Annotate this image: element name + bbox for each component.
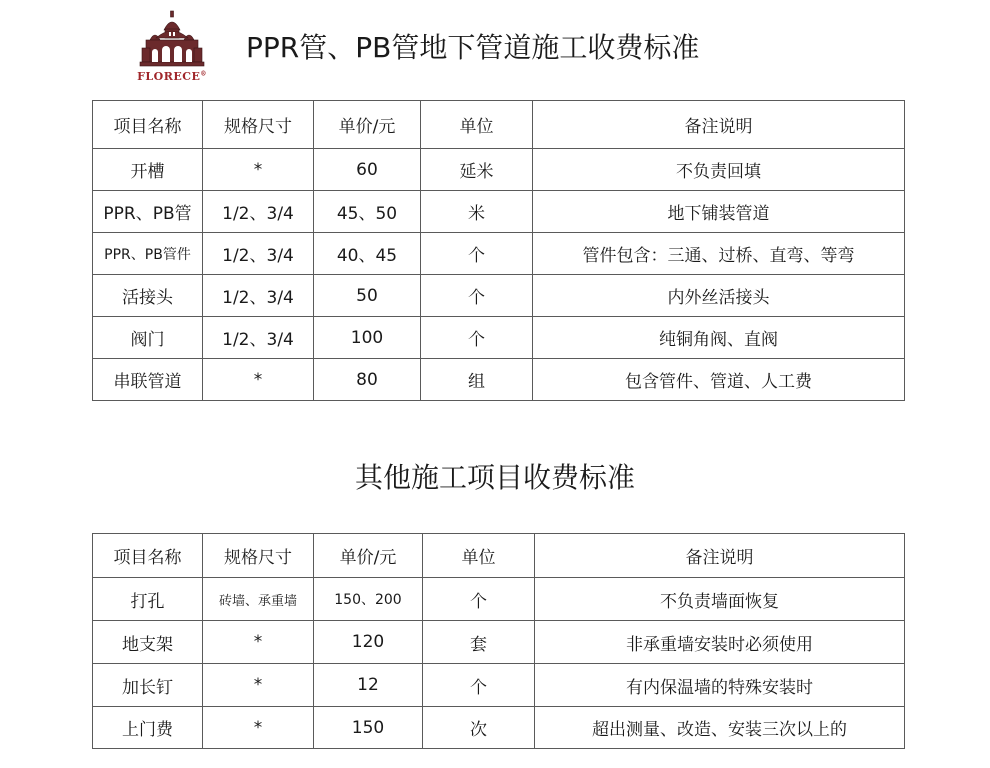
table-cell: 管件包含：三通、过桥、直弯、等弯 <box>533 233 905 275</box>
table-cell: 不负责回填 <box>533 149 905 191</box>
table-row <box>93 149 905 191</box>
table-cell: 开槽 <box>93 149 203 191</box>
page-title: PPR管、PB管地下管道施工收费标准 <box>246 31 700 64</box>
table-cell: 80 <box>314 359 421 401</box>
table-cell: 活接头 <box>93 275 203 317</box>
table-cell: 150 <box>314 707 423 749</box>
table-row <box>93 578 905 621</box>
table-cell: 120 <box>314 621 423 664</box>
table-row <box>93 359 905 401</box>
table-cell: 50 <box>314 275 421 317</box>
column-header: 单价/元 <box>314 101 421 149</box>
table-header-row <box>93 534 905 578</box>
table-row <box>93 275 905 317</box>
table-cell: 组 <box>421 359 533 401</box>
table-cell: * <box>203 621 314 664</box>
table-cell: 地支架 <box>93 621 203 664</box>
table-row <box>93 317 905 359</box>
table-cell: * <box>203 707 314 749</box>
brand-logo <box>136 10 208 86</box>
table-cell: 60 <box>314 149 421 191</box>
column-header: 规格尺寸 <box>203 534 314 578</box>
column-header: 项目名称 <box>93 534 203 578</box>
table-cell: 纯铜角阀、直阀 <box>533 317 905 359</box>
table-cell: 个 <box>423 578 535 621</box>
table-cell: PPR、PB管件 <box>93 233 203 275</box>
column-header: 备注说明 <box>533 101 905 149</box>
table-cell: 延米 <box>421 149 533 191</box>
table-cell: 打孔 <box>93 578 203 621</box>
table-cell: 1/2、3/4 <box>203 275 314 317</box>
table-cell: 40、45 <box>314 233 421 275</box>
table-row <box>93 664 905 707</box>
table-cell: 个 <box>421 233 533 275</box>
table-cell: 个 <box>423 664 535 707</box>
other-fee-table <box>92 533 905 749</box>
brand-name: FLORECE® <box>137 70 207 83</box>
table-cell: * <box>203 664 314 707</box>
table-cell: 上门费 <box>93 707 203 749</box>
section-title: 其他施工项目收费标准 <box>354 461 635 494</box>
table-cell: 串联管道 <box>93 359 203 401</box>
table-cell: 阀门 <box>93 317 203 359</box>
table-cell: PPR、PB管 <box>93 191 203 233</box>
table-cell: 150、200 <box>314 578 423 621</box>
table-cell: 加长钉 <box>93 664 203 707</box>
table-cell: 次 <box>423 707 535 749</box>
table-cell: 1/2、3/4 <box>203 317 314 359</box>
table-cell: * <box>203 149 314 191</box>
table-cell: 个 <box>421 275 533 317</box>
column-header: 备注说明 <box>535 534 905 578</box>
table-cell: 不负责墙面恢复 <box>535 578 905 621</box>
pipe-fee-table <box>92 100 905 401</box>
table-cell: 1/2、3/4 <box>203 233 314 275</box>
table-cell: 超出测量、改造、安装三次以上的 <box>535 707 905 749</box>
table-cell: 砖墙、承重墙 <box>203 578 314 621</box>
table-cell: 个 <box>421 317 533 359</box>
table-cell: 12 <box>314 664 423 707</box>
table-cell: * <box>203 359 314 401</box>
table-cell: 1/2、3/4 <box>203 191 314 233</box>
column-header: 项目名称 <box>93 101 203 149</box>
table-cell: 非承重墙安装时必须使用 <box>535 621 905 664</box>
table-cell: 米 <box>421 191 533 233</box>
table-header-row <box>93 101 905 149</box>
table-cell: 包含管件、管道、人工费 <box>533 359 905 401</box>
cathedral-icon <box>136 10 208 70</box>
table-row <box>93 707 905 749</box>
table-cell: 有内保温墙的特殊安装时 <box>535 664 905 707</box>
column-header: 单位 <box>423 534 535 578</box>
table-cell: 内外丝活接头 <box>533 275 905 317</box>
column-header: 单价/元 <box>314 534 423 578</box>
table-cell: 地下铺装管道 <box>533 191 905 233</box>
table-row <box>93 233 905 275</box>
table-cell: 套 <box>423 621 535 664</box>
table-row <box>93 191 905 233</box>
column-header: 规格尺寸 <box>203 101 314 149</box>
table-row <box>93 621 905 664</box>
column-header: 单位 <box>421 101 533 149</box>
table-cell: 100 <box>314 317 421 359</box>
table-cell: 45、50 <box>314 191 421 233</box>
